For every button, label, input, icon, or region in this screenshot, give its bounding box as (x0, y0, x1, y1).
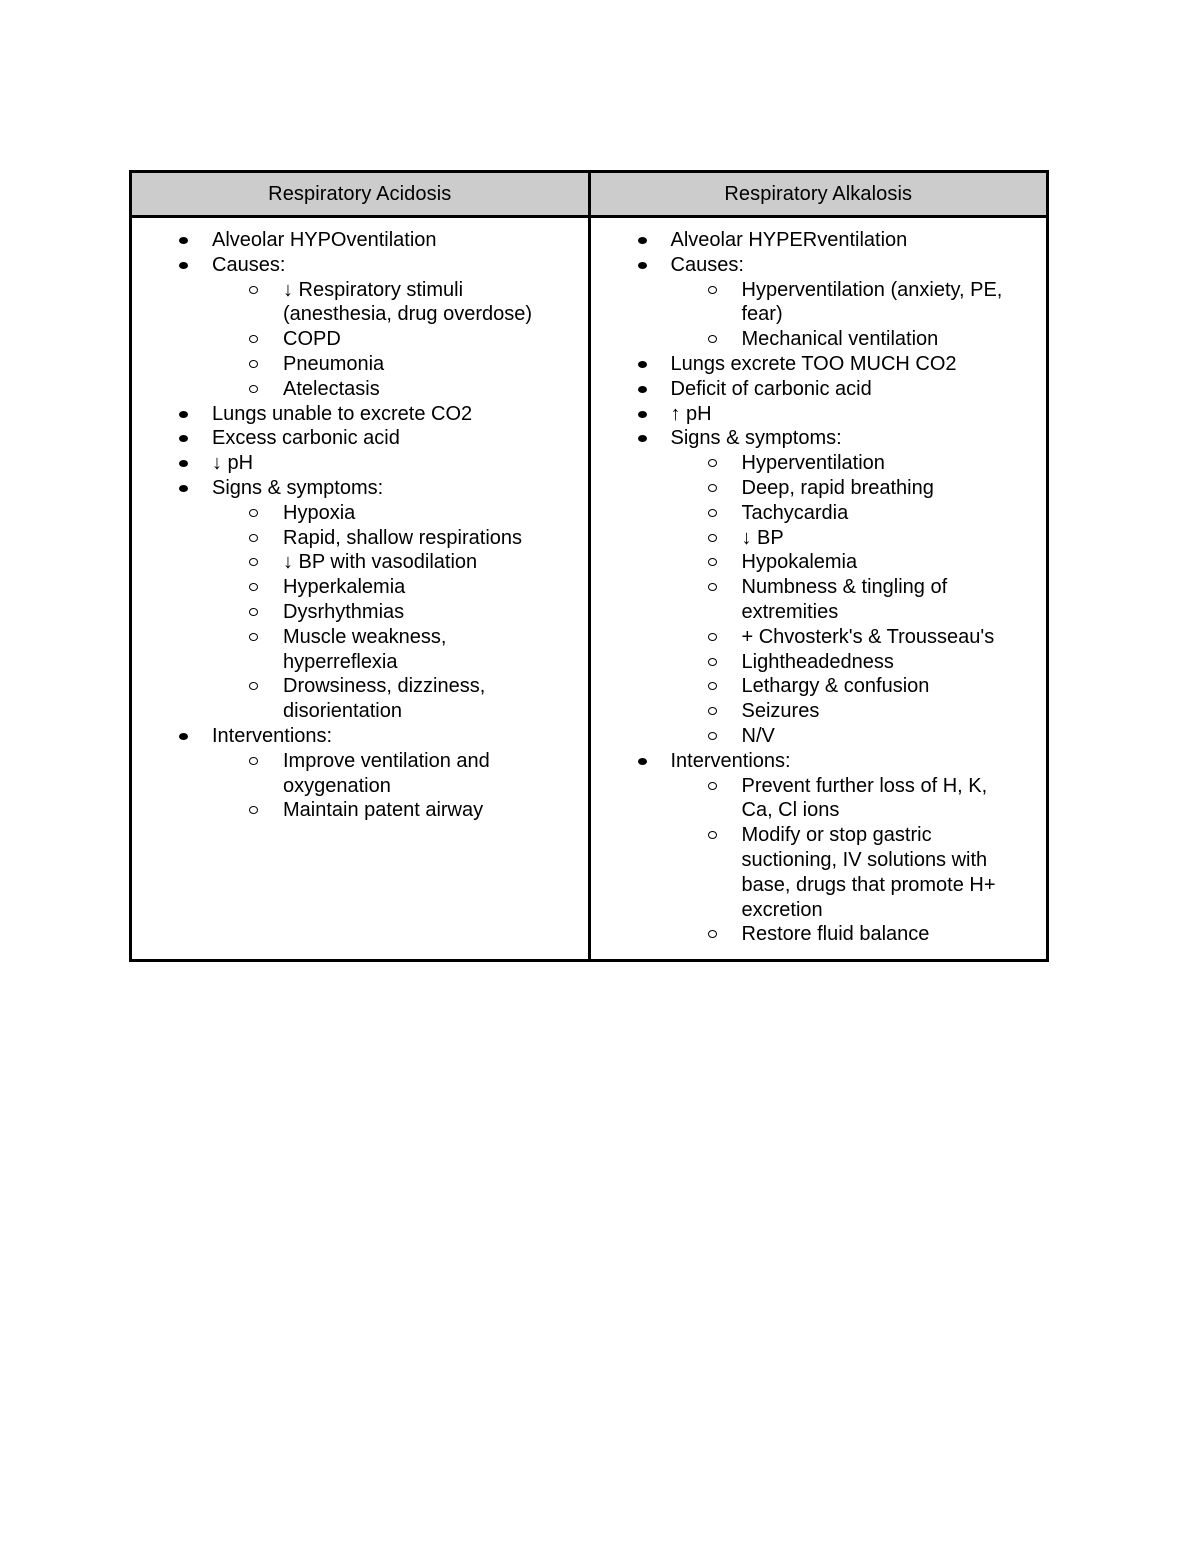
sub-list-item (742, 501, 1021, 526)
sub-list-item-text: Dysrhythmias (283, 600, 405, 623)
alkalosis-list (591, 228, 1047, 947)
sub-list-item (742, 526, 1021, 551)
sub-list-item (283, 377, 538, 402)
sub-list-item-text: Atelectasis (283, 377, 380, 400)
sub-list-item (742, 327, 1021, 352)
bullet-circle-icon (249, 360, 258, 368)
list-item (671, 352, 1027, 377)
sub-list-item (742, 575, 1021, 625)
bullet-dot-icon (179, 460, 188, 467)
alkalosis-cell (589, 217, 1048, 961)
bullet-dot-icon (638, 262, 647, 269)
sub-list-item (283, 550, 538, 575)
list-item-text: Lungs excrete TOO MUCH CO2 (670, 352, 957, 375)
bullet-circle-icon (708, 583, 717, 591)
list-item (212, 476, 568, 724)
bullet-dot-icon (179, 237, 188, 244)
bullet-circle-icon (708, 509, 717, 517)
sub-list-item-text: Rapid, shallow respirations (283, 526, 523, 549)
bullet-dot-icon (179, 733, 188, 740)
sub-list-item (283, 575, 538, 600)
sub-list-item (283, 625, 538, 675)
list-item (671, 749, 1027, 947)
list-item (212, 402, 568, 427)
list-item (212, 253, 568, 402)
list-item-text: ↑ pH (670, 402, 712, 425)
sub-list-item-text: Deep, rapid breathing (741, 476, 934, 499)
list-item (212, 451, 568, 476)
bullet-circle-icon (249, 335, 258, 343)
bullet-circle-icon (249, 608, 258, 616)
bullet-dot-icon (179, 411, 188, 418)
bullet-dot-icon (638, 411, 647, 418)
sub-list-item-text: Mechanical ventilation (741, 328, 939, 351)
sub-list-item (283, 526, 538, 551)
sub-list-item (283, 674, 538, 724)
sub-list-item (742, 674, 1021, 699)
bullet-circle-icon (708, 782, 717, 790)
sub-list-item (742, 625, 1021, 650)
bullet-circle-icon (249, 806, 258, 814)
list-item (671, 402, 1027, 427)
sub-list-item (283, 278, 538, 328)
list-item (212, 426, 568, 451)
bullet-circle-icon (249, 757, 258, 765)
table-body-row (131, 217, 1048, 961)
sub-list (671, 774, 1027, 948)
sub-list (671, 278, 1027, 352)
sub-list-item-text: Maintain patent airway (283, 799, 484, 822)
bullet-circle-icon (249, 286, 258, 294)
bullet-circle-icon (708, 558, 717, 566)
comparison-table (129, 170, 1049, 962)
table-header-row (131, 172, 1048, 217)
bullet-circle-icon (249, 682, 258, 690)
bullet-dot-icon (638, 386, 647, 393)
bullet-dot-icon (638, 237, 647, 244)
sub-list-item-text: Lightheadedness (741, 650, 894, 673)
sub-list-item (742, 476, 1021, 501)
list-item-text: Causes: (670, 253, 744, 276)
list-item-text: Alveolar HYPERventilation (670, 229, 908, 251)
sub-list-item-text: Numbness & tingling of extremities (741, 576, 948, 623)
sub-list-item-text: + Chvosterk's & Trousseau's (741, 625, 995, 648)
sub-list-item-text: ↓ BP with vasodilation (283, 551, 478, 574)
sub-list (212, 278, 568, 402)
sub-list-item (283, 352, 538, 377)
list-item-text: Interventions: (670, 749, 791, 772)
bullet-circle-icon (708, 286, 717, 294)
bullet-circle-icon (708, 831, 717, 839)
sub-list-item (742, 774, 1021, 824)
list-item-text: ↓ pH (212, 452, 254, 475)
bullet-circle-icon (249, 583, 258, 591)
sub-list-item (742, 724, 1021, 749)
header-respiratory-acidosis: Respiratory Acidosis (131, 172, 590, 217)
list-item-text: Deficit of carbonic acid (670, 377, 872, 400)
list-item-text: Causes: (212, 253, 286, 276)
sub-list-item (283, 749, 538, 799)
bullet-circle-icon (708, 682, 717, 690)
sub-list-item-text: Restore fluid balance (741, 923, 930, 946)
bullet-circle-icon (708, 335, 717, 343)
sub-list-item (742, 699, 1021, 724)
bullet-circle-icon (708, 534, 717, 542)
bullet-circle-icon (708, 484, 717, 492)
sub-list-item-text: Hyperventilation (anxiety, PE, fear) (741, 278, 1003, 326)
list-item (671, 377, 1027, 402)
list-item-text: Lungs unable to excrete CO2 (212, 402, 473, 425)
sub-list (212, 749, 568, 823)
sub-list-item (742, 922, 1021, 947)
list-item (212, 228, 568, 253)
bullet-dot-icon (179, 262, 188, 269)
sub-list-item-text: Drowsiness, dizziness, disorientation (283, 675, 486, 723)
sub-list-item (283, 327, 538, 352)
sub-list (671, 451, 1027, 749)
sub-list-item-text: Seizures (741, 700, 820, 723)
bullet-circle-icon (708, 633, 717, 641)
sub-list-item (742, 451, 1021, 476)
header-respiratory-alkalosis: Respiratory Alkalosis (589, 172, 1048, 217)
bullet-dot-icon (179, 435, 188, 442)
sub-list-item-text: Pneumonia (283, 352, 385, 375)
sub-list-item-text: Modify or stop gastric suctioning, IV solutions with base, drugs that promote H+ excretion (741, 824, 996, 921)
sub-list-item-text: ↓ Respiratory stimuli (anesthesia, drug overdose) (283, 278, 533, 326)
list-item (671, 228, 1027, 253)
acidosis-list (132, 228, 588, 823)
sub-list-item (742, 823, 1021, 922)
bullet-circle-icon (708, 658, 717, 666)
sub-list-item (283, 600, 538, 625)
sub-list-item-text: Hyperventilation (741, 452, 885, 475)
bullet-circle-icon (708, 459, 717, 467)
sub-list-item-text: Lethargy & confusion (741, 675, 930, 698)
sub-list-item (742, 550, 1021, 575)
list-item-text: Signs & symptoms: (670, 427, 842, 450)
sub-list-item (283, 798, 538, 823)
sub-list-item-text: Improve ventilation and oxygenation (283, 749, 490, 797)
sub-list-item-text: Tachycardia (741, 501, 849, 524)
bullet-dot-icon (638, 758, 647, 765)
sub-list-item (283, 501, 538, 526)
bullet-circle-icon (249, 633, 258, 641)
bullet-circle-icon (249, 558, 258, 566)
bullet-circle-icon (708, 732, 717, 740)
bullet-circle-icon (708, 930, 717, 938)
bullet-circle-icon (249, 509, 258, 517)
list-item-text: Alveolar HYPOventilation (212, 229, 437, 251)
sub-list-item-text: N/V (741, 724, 775, 747)
sub-list-item-text: Prevent further loss of H, K, Ca, Cl ions (741, 774, 988, 822)
sub-list (212, 501, 568, 724)
list-item-text: Excess carbonic acid (212, 427, 400, 450)
sub-list-item-text: Muscle weakness, hyperreflexia (283, 625, 447, 673)
sub-list-item-text: ↓ BP (741, 526, 784, 549)
list-item-text: Interventions: (212, 724, 333, 747)
bullet-dot-icon (638, 361, 647, 368)
list-item (671, 426, 1027, 748)
sub-list-item-text: Hypokalemia (741, 551, 858, 574)
acidosis-cell (131, 217, 590, 961)
sub-list-item-text: COPD (283, 328, 341, 351)
sub-list-item-text: Hyperkalemia (283, 576, 406, 599)
bullet-circle-icon (249, 534, 258, 542)
sub-list-item (742, 278, 1021, 328)
bullet-circle-icon (249, 385, 258, 393)
list-item (212, 724, 568, 823)
bullet-dot-icon (638, 435, 647, 442)
list-item-text: Signs & symptoms: (212, 476, 384, 499)
sub-list-item-text: Hypoxia (283, 501, 356, 524)
bullet-dot-icon (179, 485, 188, 492)
sub-list-item (742, 650, 1021, 675)
bullet-circle-icon (708, 707, 717, 715)
list-item (671, 253, 1027, 352)
